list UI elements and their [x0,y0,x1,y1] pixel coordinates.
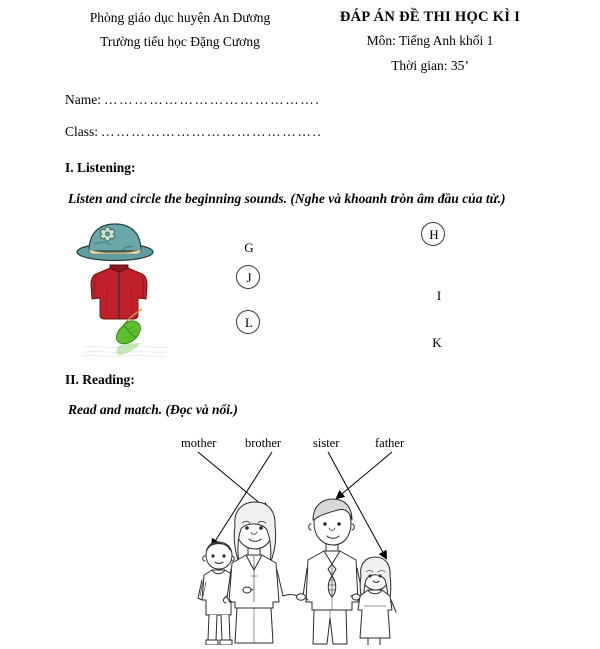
letter-option-i-label: I [436,288,442,303]
letter-option-k-label: K [432,335,442,350]
letter-option-g-label: G [244,240,254,255]
class-field-label: Class: [65,124,99,139]
letter-option-l[interactable] [238,312,260,334]
letter-option-k[interactable] [426,332,448,354]
letter-option-j-label: J [246,270,252,285]
word-label-sister[interactable]: sister [313,436,340,450]
name-field-label: Name: [65,92,101,107]
page-title: ĐÁP ÁN ĐỀ THI HỌC KÌ I [339,9,521,25]
exam-subject: Môn: Tiếng Anh khối 1 [366,33,494,48]
word-label-father[interactable]: father [375,436,405,450]
name-field-row [65,92,320,108]
letter-option-j[interactable] [238,267,260,289]
letter-option-h-label: H [429,227,439,242]
word-label-brother[interactable]: brother [245,436,282,450]
letter-option-h[interactable] [423,224,445,246]
section-instruction-listening: Listen and circle the beginning sounds. (Nghe và khoanh tròn âm đầu của từ.) [68,191,506,206]
listening-exercise [0,215,600,365]
section-heading-reading: II. Reading: [65,372,135,387]
school-info [60,6,300,54]
letter-option-l-label: L [245,315,253,330]
word-label-mother[interactable]: mother [181,436,217,450]
section-instruction-reading: Read and match. (Đọc và nối.) [68,402,238,417]
class-field-input[interactable]: …………………………………….. [101,124,323,139]
family-member-mother [223,502,283,643]
department-name: Phòng giáo dục huyện An Dương [89,10,271,25]
exam-duration: Thời gian: 35’ [391,58,469,73]
document-header [0,6,600,86]
school-name: Trường tiểu học Đặng Cương [100,34,260,49]
hat-picture [75,220,155,262]
class-field-row [65,124,322,140]
letter-option-i[interactable] [428,285,450,307]
family-picture [0,430,600,645]
reading-exercise [0,430,600,645]
leaf-picture [80,307,170,359]
exam-title-block [300,6,560,78]
letter-option-g[interactable] [238,237,260,259]
name-field-input[interactable]: ……………………………………. [104,92,321,107]
family-member-father [303,499,363,644]
section-heading-listening: I. Listening: [65,160,136,175]
